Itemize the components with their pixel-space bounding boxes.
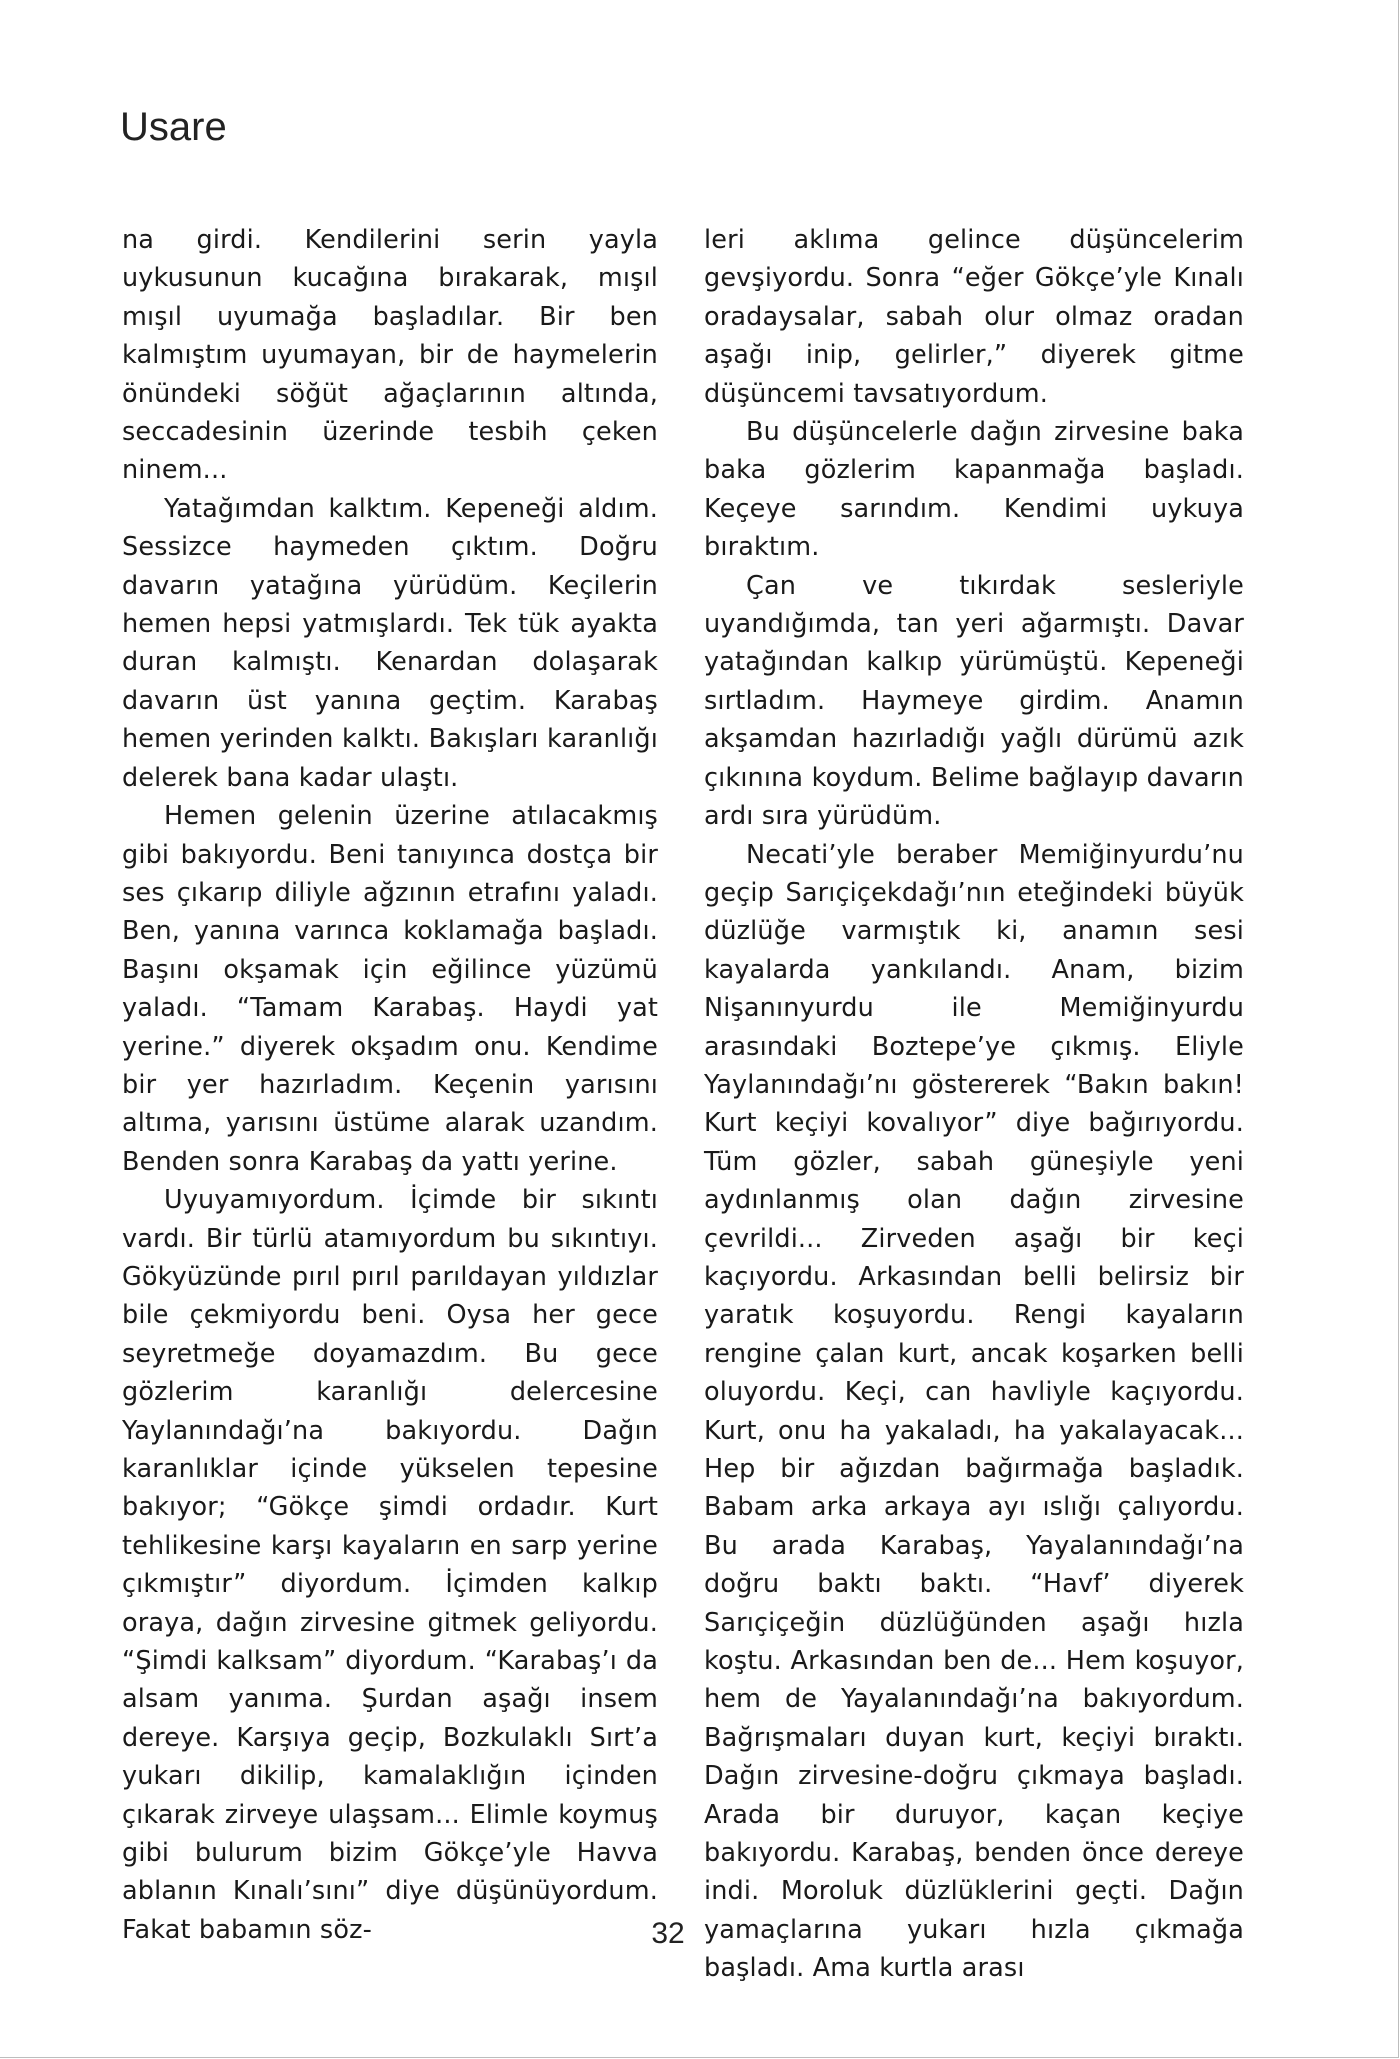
paragraph: leri aklıma gelince düşüncelerim gevşiyordu. Sonra “eğer Gökçe’yle Kınalı oradaysalar, sabah olur olmaz oradan aşağı inip, gelirler,” diyerek gitme düşüncemi tavsatıyordum.	[704, 225, 1244, 409]
left-column	[122, 221, 658, 1949]
right-column	[704, 221, 1244, 1988]
paragraph: Çan ve tıkırdak sesleriyle uyandığımda, tan yeri ağarmıştı. Davar yatağından kalkıp yürümüştü. Kepeneği sırtladım. Haymeye girdim. Anamın akşamdan hazırladığı yağlı dürümü azık çıkınına koydum. Belime bağlayıp davarın ardı sıra yürüdüm.	[704, 570, 1244, 832]
paragraph: Uyuyamıyordum. İçimde bir sıkıntı vardı. Bir türlü atamıyordum bu sıkıntıyı. Gökyüzünde pırıl pırıl parıldayan yıldızlar bile çekmiyordu beni. Oysa her gece seyretmeğe doyamazdım. Bu gece gözlerim karanlığı delercesine Yaylanındağı’na bakıyordu. Dağın karanlıklar içinde yükselen tepesine bakıyor; “Gökçe şimdi ordadır. Kurt tehlikesine karşı kayaların en sarp yerine çıkmıştır” diyordum. İçimden kalkıp oraya, dağın zirvesine gitmek geliyordu. “Şimdi kalksam” diyordum. “Karabaş’ı da alsam yanıma. Şurdan aşağı insem dereye. Karşıya geçip, Bozkulaklı Sırt’a yukarı dikilip, kamalaklığın içinden çıkarak zirveye ulaşsam... Elimle koymuş gibi bulurum bizim Gökçe’yle Havva ablanın Kınalı’sını” diye düşünüyordum. Fakat babamın söz-	[122, 1185, 658, 1945]
paragraph: Yatağımdan kalktım. Kepeneği aldım. Sessizce haymeden çıktım. Doğru davarın yatağına yürüdüm. Keçilerin hemen hepsi yatmışlardı. Tek tük ayakta duran kalmıştı. Kenardan dolaşarak davarın üst yanına geçtim. Karabaş hemen yerinden kalktı. Bakışları karanlığı delerek bana kadar ulaştı.	[122, 493, 658, 793]
paragraph: na girdi. Kendilerini serin yayla uykusunun kucağına bırakarak, mışıl mışıl uyumağa başladılar. Bir ben kalmıştım uyumayan, bir de haymelerin önündeki söğüt ağaçlarının altında, seccadesinin üzerinde tesbih çeken ninem...	[122, 225, 658, 486]
page-number: 32	[651, 1917, 685, 1950]
paragraph: Hemen gelenin üzerine atılacakmış gibi bakıyordu. Beni tanıyınca dostça bir ses çıkarıp diliyle ağzının etrafını yaladı. Ben, yanına varınca koklamağa başladı. Başını okşamak için eğilince yüzümü yaladı. “Tamam Karabaş. Haydi yat yerine.” diyerek okşadım onu. Kendime bir yer hazırladım. Keçenin yarısını altıma, yarısını üstüme alarak uzandım. Benden sonra Karabaş da yattı yerine.	[122, 801, 658, 1177]
running-title: Usare	[120, 105, 227, 149]
paragraph: Bu düşüncelerle dağın zirvesine baka baka gözlerim kapanmağa başladı. Keçeye sarındım. Kendimi uykuya bıraktım.	[704, 417, 1244, 563]
paragraph: Necati’yle beraber Memiğinyurdu’nu geçip Sarıçiçekdağı’nın eteğindeki büyük düzlüğe varmıştık ki, anamın sesi kayalarda yankılandı. Anam, bizim Nişanınyurdu ile Memiğinyurdu arasındaki Boztepe’ye çıkmış. Eliyle Yaylanındağı’nı göstererek “Bakın bakın! Kurt keçiyi kovalıyor” diye bağırıyordu. Tüm gözler, sabah güneşiyle yeni aydınlanmış olan dağın zirvesine çevrildi... Zirveden aşağı bir keçi kaçıyordu. Arkasından belli belirsiz bir yaratık koşuyordu. Rengi kayaların rengine çalan kurt, ancak koşarken belli oluyordu. Keçi, can havliyle kaçıyordu. Kurt, onu ha yakaladı, ha yakalayacak... Hep bir ağızdan bağırmağa başladık. Babam arka arkaya ayı ıslığı çalıyordu. Bu arada Karabaş, Yayalanındağı’na doğru baktı baktı. “Havf’ diyerek Sarıçiçeğin düzlüğünden aşağı hızla koştu. Arkasından ben de... Hem koşuyor, hem de Yayalanındağı’na bakıyordum. Bağrışmaları duyan kurt, keçiyi bıraktı. Dağın zirvesine-doğru çıkmaya başladı. Arada bir duruyor, kaçan keçiye bakıyordu. Karabaş, benden önce dereye indi. Moroluk düzlüklerini geçti. Dağın yamaçlarına yukarı hızla çıkmağa başladı. Ama kurtla arası	[704, 839, 1244, 1984]
